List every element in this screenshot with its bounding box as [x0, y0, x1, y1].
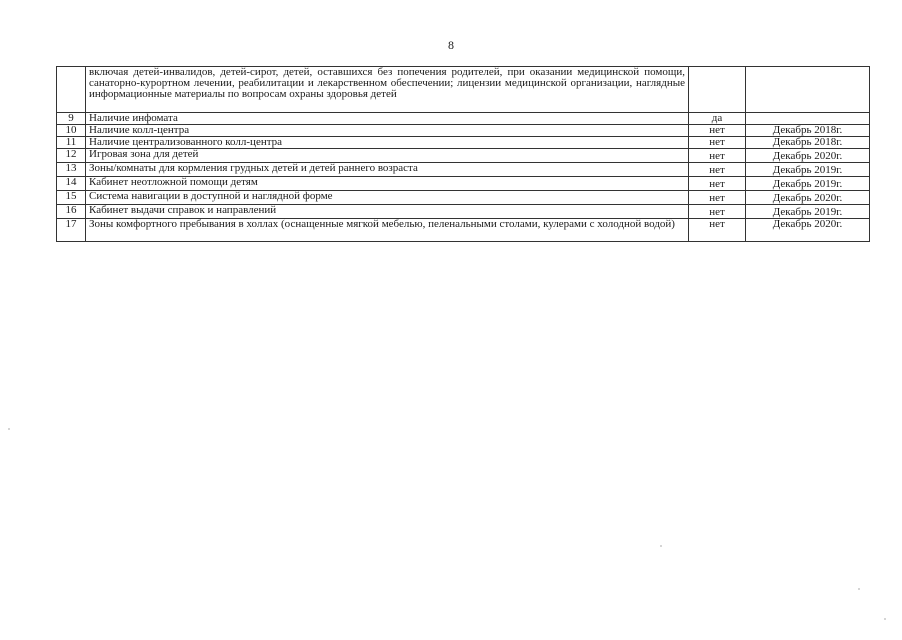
table-row: [57, 137, 870, 149]
row-status: нет: [689, 163, 746, 177]
row-number: [57, 67, 86, 113]
row-number: 14: [57, 177, 86, 191]
row-description: Система навигации в доступной и наглядной форме: [86, 191, 689, 205]
row-number: 12: [57, 149, 86, 163]
row-status: нет: [689, 125, 746, 137]
row-description: Наличие инфомата: [86, 113, 689, 125]
scan-speck: [858, 588, 860, 590]
table-row: [57, 67, 870, 113]
row-number: 10: [57, 125, 86, 137]
row-description: Зоны комфортного пребывания в холлах (оснащенные мягкой мебелью, пеленальными столами, кулерами с холодной водой): [86, 219, 689, 242]
row-deadline: Декабрь 2018г.: [746, 137, 870, 149]
row-deadline: Декабрь 2019г.: [746, 205, 870, 219]
table-row: [57, 125, 870, 137]
row-deadline: [746, 67, 870, 113]
row-deadline: Декабрь 2019г.: [746, 163, 870, 177]
row-status: нет: [689, 219, 746, 242]
row-number: 17: [57, 219, 86, 242]
row-description: Кабинет неотложной помощи детям: [86, 177, 689, 191]
table-row: [57, 205, 870, 219]
row-description: включая детей-инвалидов, детей-сирот, детей, оставшихся без попечения родителей, при оказании медицинской помощи, санаторно-курортном лечении, реабилитации и лекарственном обеспечении; лицензии медицинской организации, наглядные информационные материалы по вопросам охраны здоровья детей: [86, 67, 689, 113]
scan-speck: [884, 618, 886, 620]
table-row: [57, 113, 870, 125]
row-status: да: [689, 113, 746, 125]
row-description: Зоны/комнаты для кормления грудных детей и детей раннего возраста: [86, 163, 689, 177]
scan-speck: [8, 428, 10, 430]
row-number: 15: [57, 191, 86, 205]
row-status: нет: [689, 137, 746, 149]
row-deadline: Декабрь 2020г.: [746, 191, 870, 205]
row-description: Наличие централизованного колл-центра: [86, 137, 689, 149]
row-deadline: Декабрь 2018г.: [746, 125, 870, 137]
row-number: 9: [57, 113, 86, 125]
row-number: 13: [57, 163, 86, 177]
measures-table: [56, 66, 870, 242]
table-row: [57, 177, 870, 191]
page-number: 8: [448, 38, 454, 52]
row-description: Наличие колл-центра: [86, 125, 689, 137]
row-status: нет: [689, 191, 746, 205]
scan-speck: [660, 545, 662, 547]
row-description: Кабинет выдачи справок и направлений: [86, 205, 689, 219]
table-row: [57, 191, 870, 205]
row-status: нет: [689, 149, 746, 163]
table-row: [57, 219, 870, 242]
row-deadline: [746, 113, 870, 125]
row-status: нет: [689, 177, 746, 191]
row-number: 16: [57, 205, 86, 219]
row-number: 11: [57, 137, 86, 149]
row-status: [689, 67, 746, 113]
row-deadline: Декабрь 2020г.: [746, 149, 870, 163]
table-row: [57, 163, 870, 177]
row-deadline: Декабрь 2020г.: [746, 219, 870, 242]
row-description: Игровая зона для детей: [86, 149, 689, 163]
table-row: [57, 149, 870, 163]
row-status: нет: [689, 205, 746, 219]
row-deadline: Декабрь 2019г.: [746, 177, 870, 191]
